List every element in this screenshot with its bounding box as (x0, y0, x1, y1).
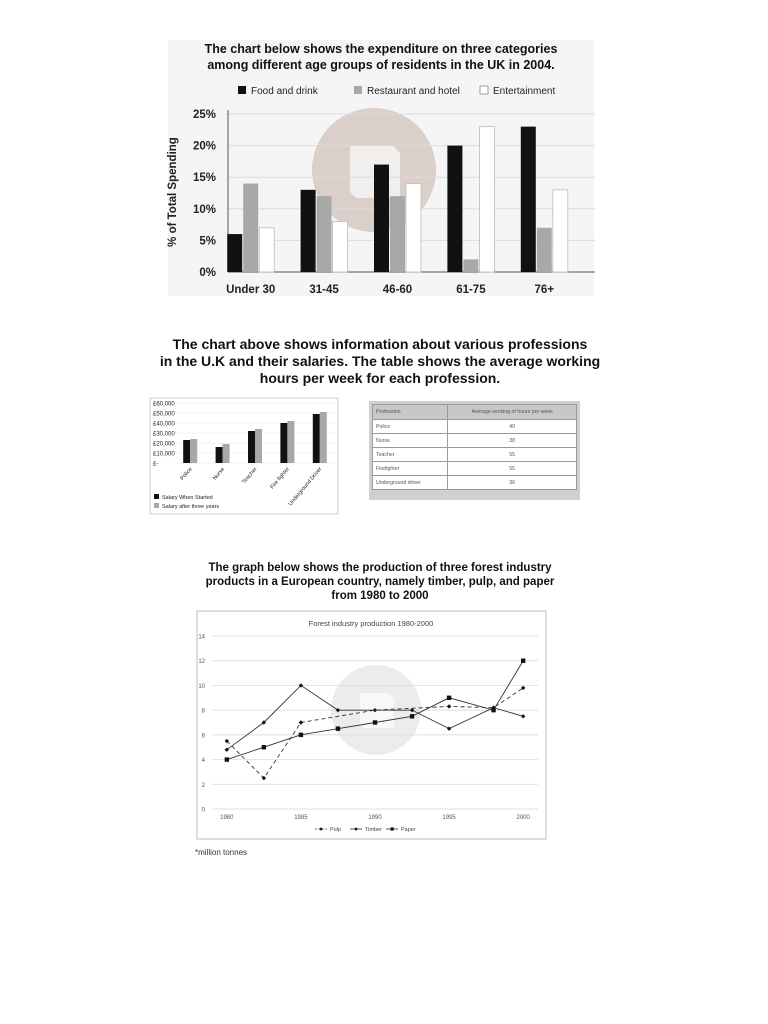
chart2-legend-label: Salary after three years (162, 504, 220, 510)
chart3-title-line: products in a European country, namely timber, pulp, and paper (205, 576, 555, 588)
table-cell: Police (373, 420, 448, 434)
chart1-legend-label: Restaurant and hotel (367, 86, 460, 97)
chart1-y-axis-label: % of Total Spending (167, 137, 179, 247)
table-cell: 40 (448, 420, 577, 434)
chart3-legend-label: Timber (365, 827, 382, 833)
table-header-cell: Profession (373, 405, 448, 420)
chart1-x-tick-label: Under 30 (226, 284, 276, 296)
chart1-legend-label: Food and drink (251, 86, 318, 97)
chart3-data-point (410, 714, 414, 718)
chart3-y-tick-label: 2 (201, 782, 205, 789)
chart1-title-line: among different age groups of residents in the UK in 2004. (207, 58, 555, 72)
chart1-y-tick-label: 5% (199, 235, 216, 248)
chart2-y-tick-label: £10,000 (153, 451, 175, 458)
chart3-x-tick-label: 2000 (516, 815, 530, 821)
chart2-y-tick-label: £- (153, 461, 159, 468)
chart3-data-point (336, 726, 340, 730)
table-cell: 55 (448, 462, 577, 476)
chart3-y-tick-label: 14 (198, 634, 205, 641)
chart3-y-tick-label: 10 (198, 683, 205, 690)
chart3-data-point (225, 757, 229, 761)
chart2-y-tick-label: £50,000 (153, 411, 175, 418)
chart3-y-tick-label: 8 (201, 708, 205, 715)
chart1-y-tick-label: 0% (199, 267, 216, 279)
chart1-y-tick-label: 10% (192, 203, 216, 216)
table-cell: 38 (448, 434, 577, 448)
chart2-y-tick-label: £30,000 (153, 431, 175, 438)
chart3-data-point (299, 733, 303, 737)
chart3-legend-marker (391, 827, 394, 830)
chart1-x-tick-label: 76+ (534, 284, 555, 296)
chart3-data-point (373, 720, 377, 724)
chart3-data-point (262, 745, 266, 749)
chart2-x-tick-label: Teacher (241, 466, 259, 486)
chart2-x-tick-label: Police (179, 466, 194, 482)
chart1-x-tick-label: 31-45 (309, 284, 339, 296)
chart3-y-tick-label: 12 (198, 659, 205, 666)
table-header-cell: Average working of hours per week (448, 405, 577, 420)
chart1-y-tick-label: 15% (192, 172, 216, 185)
chart3-x-tick-label: 1995 (442, 815, 456, 821)
chart1-x-tick-label: 61-75 (456, 284, 486, 296)
chart3-inner-title: Forest industry production 1980-2000 (308, 619, 434, 628)
chart2-x-tick-label: Nurse (212, 466, 227, 482)
chart1-x-tick-label: 46-60 (382, 284, 413, 296)
chart3-data-point (521, 659, 525, 663)
chart3-data-point (491, 708, 495, 712)
table-cell: Firefighter (373, 462, 448, 476)
chart3-x-tick-label: 1980 (220, 815, 234, 821)
chart1-y-tick-label: 25% (192, 109, 216, 121)
chart2-y-tick-label: £20,000 (153, 441, 175, 448)
chart3-x-tick-label: 1990 (368, 815, 382, 821)
table-cell: 36 (448, 476, 577, 490)
table-cell: Nurse (373, 434, 448, 448)
chart3-legend-label: Paper (401, 827, 416, 833)
chart2-title-line: hours per week for each profession. (259, 370, 501, 386)
footnote: *million tonnes (195, 848, 248, 857)
chart1-legend-label: Entertainment (493, 86, 556, 97)
chart3-x-tick-label: 1985 (294, 815, 308, 821)
chart2-title-line: The chart above shows information about various professions (172, 336, 588, 352)
chart2-title-line: in the U.K and their salaries. The table shows the average working (159, 353, 601, 369)
chart3-data-point (447, 696, 451, 700)
chart2-x-tick-label: Fire fighter (269, 466, 291, 491)
table-cell: Underground driver (373, 476, 448, 490)
chart3-legend-label: Pulp (330, 827, 342, 833)
chart2-legend-label: Salary When Started (162, 495, 213, 501)
chart3-y-tick-label: 0 (201, 807, 205, 814)
chart3-y-tick-label: 4 (201, 758, 205, 765)
table-cell: 55 (448, 448, 577, 462)
chart2-y-tick-label: £60,000 (153, 401, 175, 408)
chart1-title-line: The chart below shows the expenditure on three categories (204, 42, 558, 56)
chart3-title-line: The graph below shows the production of three forest industry (208, 562, 552, 574)
chart2-y-tick-label: £40,000 (153, 421, 175, 428)
table-cell: Teacher (373, 448, 448, 462)
chart2-x-tick-label: Underground Driver (287, 466, 324, 508)
chart1-y-tick-label: 20% (192, 140, 216, 153)
chart3-title-line: from 1980 to 2000 (331, 590, 429, 602)
chart3-y-tick-label: 6 (201, 733, 205, 740)
